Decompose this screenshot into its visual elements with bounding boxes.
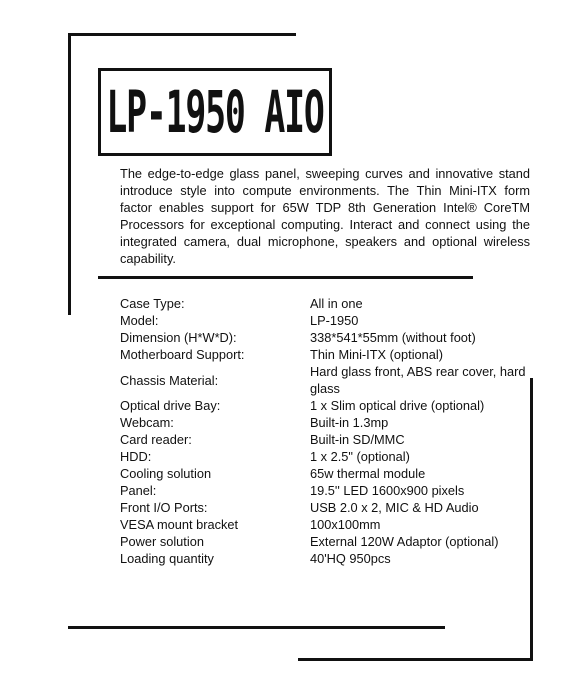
title-box [98, 68, 332, 156]
spec-label: Dimension (H*W*D): [120, 330, 237, 345]
spec-table [120, 295, 540, 567]
spec-row [120, 414, 540, 431]
frame-line-top [68, 33, 296, 36]
frame-line-lower-left [68, 626, 445, 629]
spec-value: All in one [310, 296, 363, 311]
spec-value: 40'HQ 950pcs [310, 551, 391, 566]
frame-line-bottom [298, 658, 533, 661]
spec-value: External 120W Adaptor (optional) [310, 534, 499, 549]
spec-label: Optical drive Bay: [120, 398, 221, 413]
spec-row [120, 431, 540, 448]
spec-row [120, 363, 540, 397]
spec-label: Chassis Material: [120, 372, 219, 388]
spec-row [120, 499, 540, 516]
spec-label: Front I/O Ports: [120, 500, 208, 515]
spec-value: Built-in 1.3mp [310, 415, 389, 430]
spec-row [120, 516, 540, 533]
spec-value: 1 x 2.5" (optional) [310, 449, 410, 464]
spec-row [120, 482, 540, 499]
spec-row [120, 448, 540, 465]
spec-label: Card reader: [120, 432, 192, 447]
spec-label: Case Type: [120, 296, 185, 311]
spec-row [120, 346, 540, 363]
frame-line-divider [98, 276, 473, 279]
spec-row [120, 329, 540, 346]
spec-label: Webcam: [120, 415, 174, 430]
spec-label: Model: [120, 313, 159, 328]
spec-label: VESA mount bracket [120, 517, 239, 532]
spec-row [120, 550, 540, 567]
page-title: LP-1950 AIO [106, 78, 324, 146]
spec-label: Motherboard Support: [120, 347, 245, 362]
spec-label: Power solution [120, 534, 204, 549]
spec-value: 19.5'' LED 1600x900 pixels [310, 483, 465, 498]
spec-value: Built-in SD/MMC [310, 432, 405, 447]
spec-value: 100x100mm [310, 517, 381, 532]
spec-value: Hard glass front, ABS rear cover, hard glass [310, 364, 526, 396]
spec-label: Panel: [120, 483, 157, 498]
spec-label: HDD: [120, 449, 152, 464]
spec-row [120, 533, 540, 550]
spec-value: 1 x Slim optical drive (optional) [310, 398, 485, 413]
spec-label: Cooling solution [120, 466, 212, 481]
spec-value: Thin Mini-ITX (optional) [310, 347, 443, 362]
spec-row [120, 397, 540, 414]
spec-value: USB 2.0 x 2, MIC & HD Audio [310, 500, 479, 515]
spec-value: LP-1950 [310, 313, 359, 328]
frame-line-left [68, 33, 71, 315]
spec-value: 338*541*55mm (without foot) [310, 330, 476, 345]
spec-value: 65w thermal module [310, 466, 426, 481]
spec-label: Loading quantity [120, 551, 214, 566]
spec-row [120, 312, 540, 329]
spec-row [120, 465, 540, 482]
product-description: The edge-to-edge glass panel, sweeping curves and innovative stand introduce style into compute environments. The Thin Mini-ITX form factor enables support for 65W TDP 8th Generation Intel® CoreTM Processors for exceptional computing. Interact and connect using the integrated camera, dual microphone, speakers and optional wireless capability. [120, 166, 530, 266]
spec-row [120, 295, 540, 312]
